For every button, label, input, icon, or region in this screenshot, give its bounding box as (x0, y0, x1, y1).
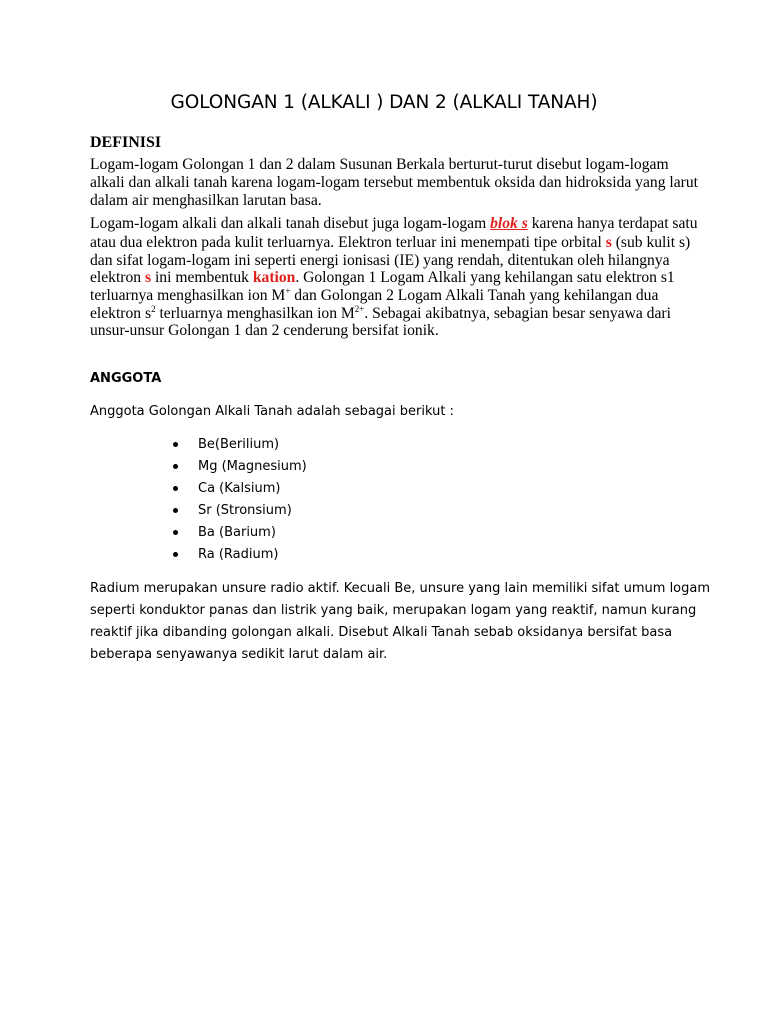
highlight-s: s (145, 269, 152, 286)
highlight-kation: kation (252, 269, 296, 286)
blok-s-link[interactable]: blok s (490, 215, 528, 232)
definisi-p2-line-6 (90, 305, 671, 323)
members-list (170, 436, 307, 568)
list-item-label: Mg (Magnesium) (198, 459, 307, 474)
text-segment: atau dua elektron pada kulit terluarnya. Elektron terluar ini menempati tipe orbital (90, 234, 606, 251)
closing-line-2: seperti konduktor panas dan listrik yang baik, merupakan logam yang reaktif, namun kurang (90, 603, 697, 618)
highlight-s: s (605, 234, 612, 251)
text-segment: dan Golongan 2 Logam Alkali Tanah yang kehilangan dua (290, 287, 659, 304)
list-item (170, 458, 307, 480)
definisi-p2-line-2 (90, 234, 690, 252)
text-segment: ini membentuk (151, 269, 253, 286)
anggota-intro: Anggota Golongan Alkali Tanah adalah sebagai berikut : (90, 404, 454, 419)
list-item (170, 436, 307, 458)
definisi-p2-line-4 (90, 269, 675, 287)
definisi-p2-line-7: unsur-unsur Golongan 1 dan 2 cenderung bersifat ionik. (90, 322, 439, 339)
text-segment: Logam-logam alkali dan alkali tanah disebut juga logam-logam (90, 215, 491, 232)
superscript: + (285, 285, 291, 296)
list-item (170, 524, 307, 546)
list-item-label: Be(Berilium) (198, 437, 280, 452)
bullet-icon (173, 442, 178, 447)
list-item-label: Ra (Radium) (198, 547, 279, 562)
bullet-icon (173, 464, 178, 469)
bullet-icon (173, 530, 178, 535)
definisi-p1-line-1: Logam-logam Golongan 1 dan 2 dalam Susunan Berkala berturut-turut disebut logam-logam (90, 156, 669, 173)
list-item-label: Sr (Stronsium) (198, 503, 292, 518)
bullet-icon (173, 486, 178, 491)
list-item-label: Ba (Barium) (198, 525, 276, 540)
text-segment: karena hanya terdapat satu (527, 215, 698, 232)
bullet-icon (173, 508, 178, 513)
closing-line-1: Radium merupakan unsure radio aktif. Kecuali Be, unsure yang lain memiliki sifat umum logam (90, 581, 711, 596)
definisi-p1-line-3: dalam air menghasilkan larutan basa. (90, 192, 322, 209)
text-segment: (sub kulit s) (611, 234, 691, 251)
closing-line-3: reaktif jika dibanding golongan alkali. Disebut Alkali Tanah sebab oksidanya bersifat basa (90, 625, 673, 640)
text-segment: terluarnya menghasilkan ion M (90, 287, 286, 304)
list-item (170, 480, 307, 502)
definisi-p1-line-2: alkali dan alkali tanah karena logam-logam tersebut membentuk oksida dan hidroksida yang larut (90, 174, 698, 191)
definisi-p2-line-1 (90, 215, 698, 233)
list-item (170, 546, 307, 568)
list-item (170, 502, 307, 524)
superscript: 2 (151, 303, 156, 314)
definisi-heading: DEFINISI (90, 134, 162, 151)
text-segment: . Sebagai akibatnya, sebagian besar senyawa dari (364, 305, 671, 322)
page-title: GOLONGAN 1 (ALKALI ) DAN 2 (ALKALI TANAH) (170, 92, 598, 113)
text-segment: elektron s (90, 305, 152, 322)
text-segment: . Golongan 1 Logam Alkali yang kehilangan satu elektron s1 (295, 269, 675, 286)
definisi-p2-line-5 (90, 287, 658, 305)
text-segment: terluarnya menghasilkan ion M (155, 305, 355, 322)
bullet-icon (173, 552, 178, 557)
text-segment: elektron (90, 269, 145, 286)
superscript: 2+ (354, 303, 365, 314)
anggota-heading: ANGGOTA (90, 371, 162, 386)
closing-line-4: beberapa senyawanya sedikit larut dalam air. (90, 647, 388, 662)
definisi-p2-line-3: dan sifat logam-logam ini seperti energi ionisasi (IE) yang rendah, ditentukan oleh hilangnya (90, 252, 670, 269)
list-item-label: Ca (Kalsium) (198, 481, 281, 496)
